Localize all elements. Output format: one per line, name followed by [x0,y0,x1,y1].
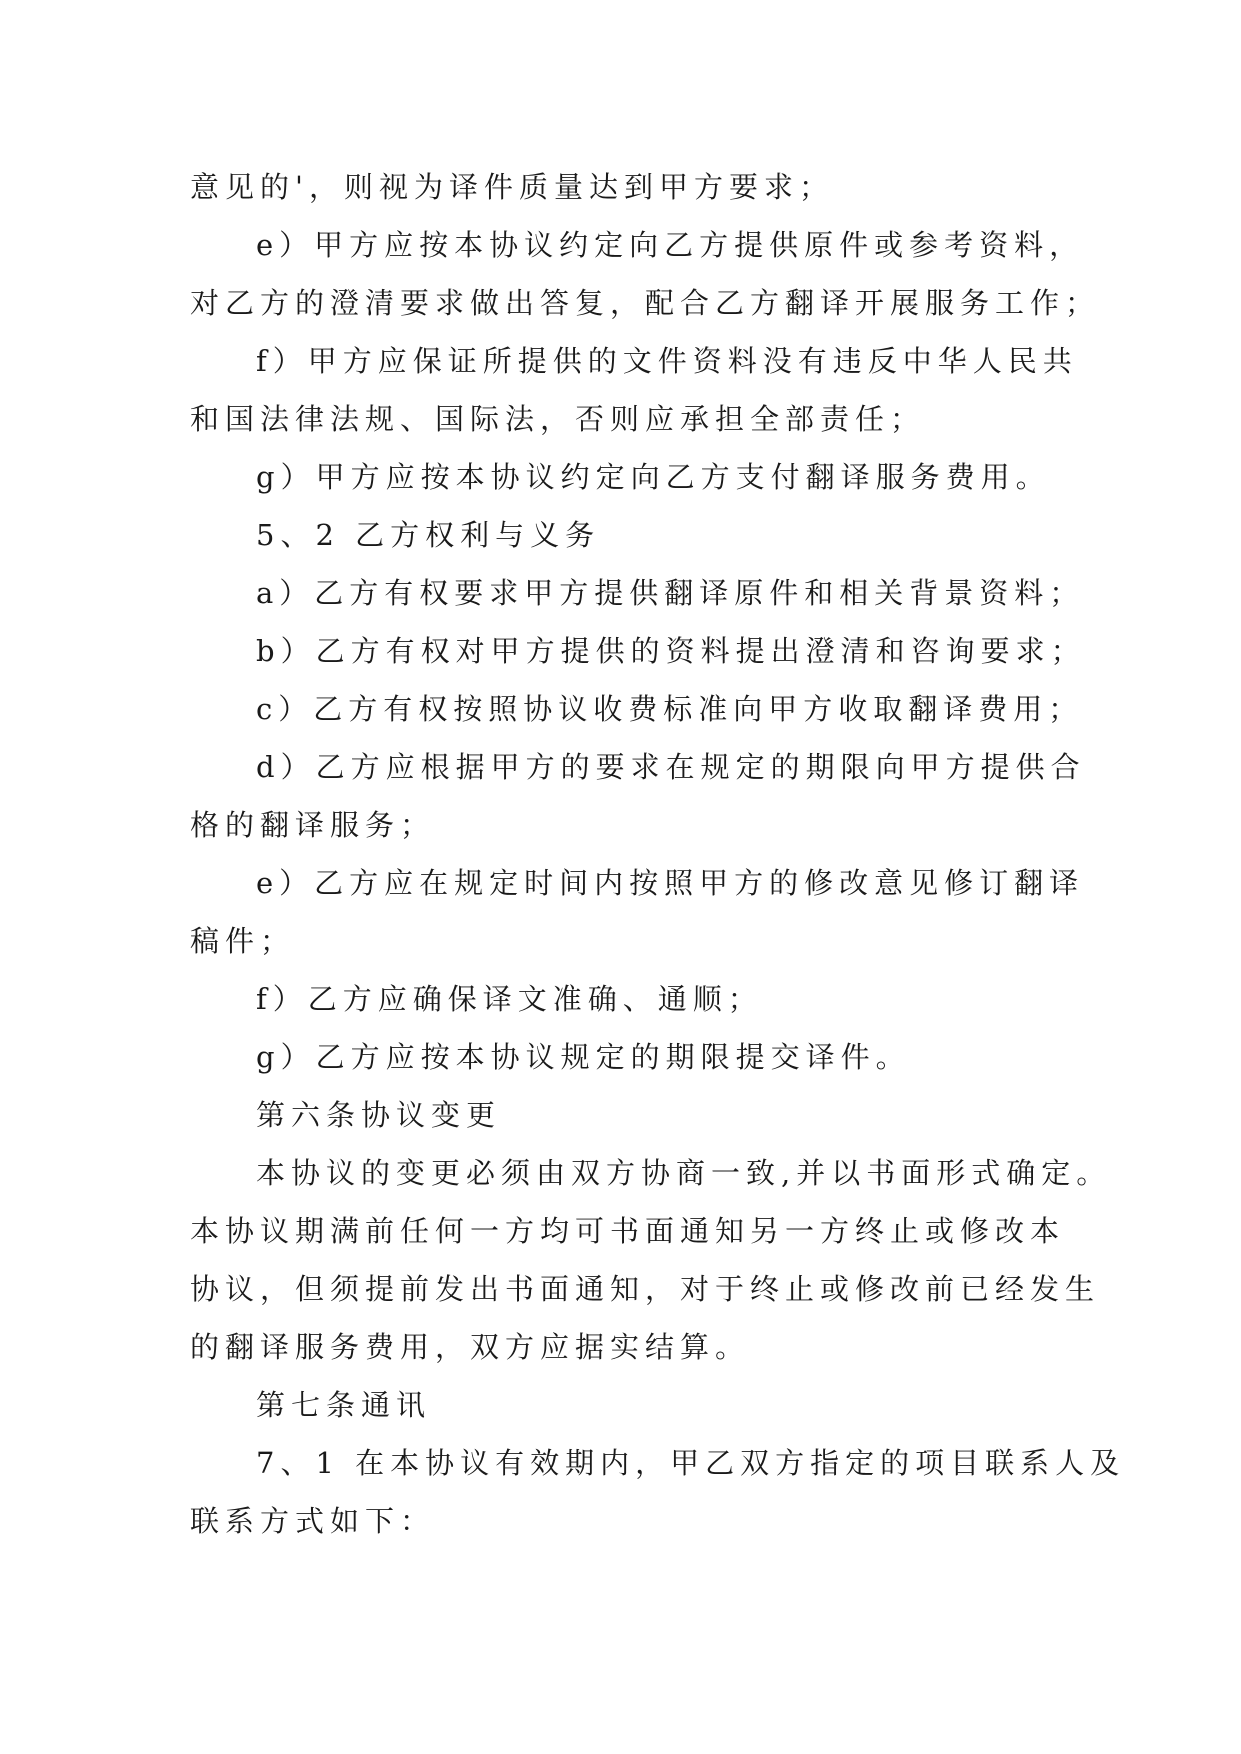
article-heading: 第六条协议变更 [256,1098,502,1132]
document-body [190,158,1126,1550]
text-line: g）甲方应按本协议约定向乙方支付翻译服务费用。 [256,460,1051,494]
text-line: e）乙方应在规定时间内按照甲方的修改意见修订翻译 [256,866,1085,900]
text-line: e）甲方应按本协议约定向乙方提供原件或参考资料， [256,228,1085,262]
text-line: b）乙方有权对甲方提供的资料提出澄清和咨询要求； [256,634,1086,668]
text-line: 7、1 在本协议有效期内，甲乙双方指定的项目联系人及 [256,1446,1126,1480]
text-line: 和国法律法规、国际法，否则应承担全部责任； [190,402,926,436]
text-line: 意见的'，则视为译件质量达到甲方要求； [190,170,834,204]
text-line: f）甲方应保证所提供的文件资料没有违反中华人民共 [256,344,1078,378]
text-line: g）乙方应按本协议规定的期限提交译件。 [256,1040,911,1074]
text-line: 的翻译服务费用，双方应据实结算。 [190,1330,751,1364]
article-heading: 第七条通讯 [256,1388,432,1422]
text-line: 格的翻译服务； [190,808,436,842]
text-line: 本协议期满前任何一方均可书面通知另一方终止或修改本 [190,1214,1066,1248]
text-line: 本协议的变更必须由双方协商一致,并以书面形式确定。 [256,1156,1112,1190]
section-heading: 5、2 乙方权利与义务 [256,518,601,552]
text-line: c）乙方有权按照协议收费标准向甲方收取翻译费用； [256,692,1084,726]
text-line: 稿件； [190,924,296,958]
text-line: 协议，但须提前发出书面通知，对于终止或修改前已经发生 [190,1272,1101,1306]
text-line: d）乙方应根据甲方的要求在规定的期限向甲方提供合 [256,750,1086,784]
text-line: a）乙方有权要求甲方提供翻译原件和相关背景资料； [256,576,1085,610]
text-line: 联系方式如下： [190,1504,436,1538]
text-line: 对乙方的澄清要求做出答复，配合乙方翻译开展服务工作； [190,286,1101,320]
text-line: f）乙方应确保译文准确、通顺； [256,982,763,1016]
